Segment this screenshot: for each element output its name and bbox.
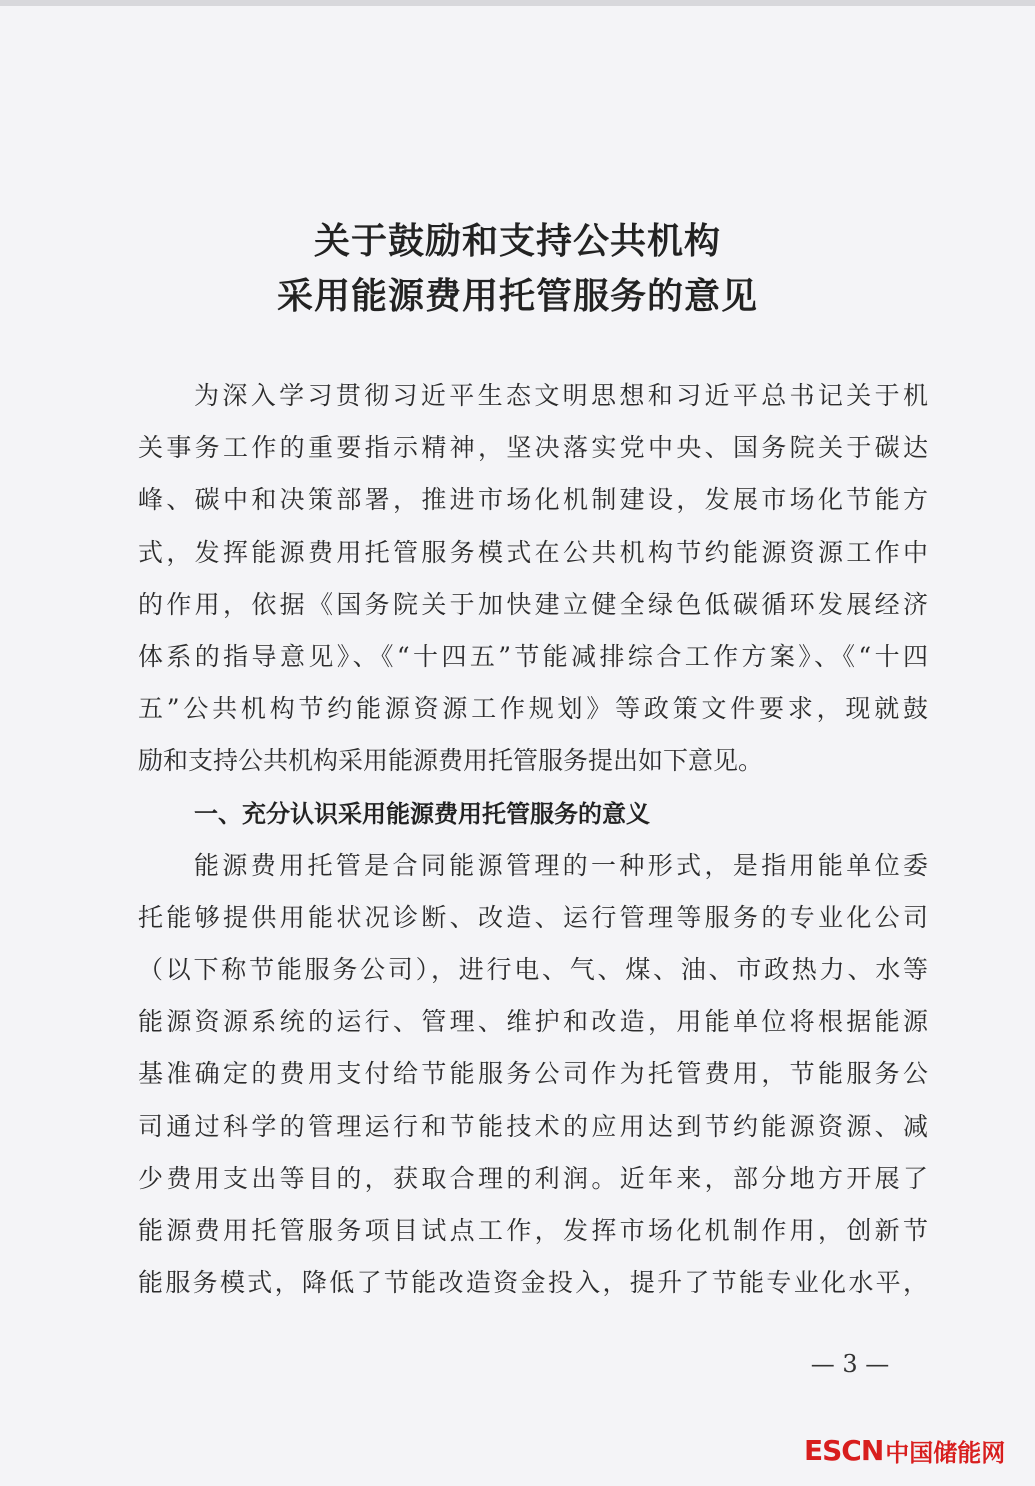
text-line: 关事务工作的重要指示精神，坚决落实党中央、国务院关于碳达 [138,433,928,463]
text-line: 励和支持公共机构采用能源费用托管服务提出如下意见。 [138,746,764,776]
text-line: 少费用支出等目的，获取合理的利润。近年来，部分地方开展了 [138,1163,928,1193]
page-edge [0,0,1035,6]
text-line: （以下称节能服务公司），进行电、气、煤、油、市政热力、水等 [138,955,928,985]
title-line-1: 关于鼓励和支持公共机构 [313,220,721,262]
text-line: 能服务模式，降低了节能改造资金投入，提升了节能专业化水平， [138,1268,928,1298]
document-title [0,214,1035,324]
document-body [138,370,928,1309]
text-line: 为深入学习贯彻习近平生态文明思想和习近平总书记关于机 [194,381,928,410]
text-line: 五”公共机构节约能源资源工作规划》等政策文件要求，现就鼓 [138,694,928,724]
paragraph-2 [138,840,928,1310]
page-number: — 3 — [810,1350,890,1378]
text-line: 体系的指导意见》、《“十四五”节能减排综合工作方案》、《“十四 [138,641,928,671]
text-line: 能源资源系统的运行、管理、维护和改造，用能单位将根据能源 [138,1007,928,1037]
paragraph-1 [138,370,928,788]
title-line-2: 采用能源费用托管服务的意见 [276,275,758,317]
text-line: 基准确定的费用支付给节能服务公司作为托管费用，节能服务公 [138,1059,928,1089]
text-line: 司通过科学的管理运行和节能技术的应用达到节约能源资源、减 [138,1111,928,1141]
watermark-logo [804,1430,1005,1470]
text-line: 托能够提供用能状况诊断、改造、运行管理等服务的专业化公司 [138,902,928,932]
text-line: 峰、碳中和决策部署，推进市场化机制建设，发展市场化节能方 [138,485,928,515]
section-heading: 一、充分认识采用能源费用托管服务的意义 [194,799,650,828]
watermark-name: 中国储能网 [885,1438,1006,1467]
text-line: 式，发挥能源费用托管服务模式在公共机构节约能源资源工作中 [138,537,928,567]
text-line: 能源费用托管是合同能源管理的一种形式，是指用能单位委 [194,850,928,880]
text-line: 的作用，依据《国务院关于加快建立健全绿色低碳循环发展经济 [138,589,928,619]
watermark-brand: ESCN [804,1433,884,1467]
text-line: 能源费用托管服务项目试点工作，发挥市场化机制作用，创新节 [138,1216,928,1245]
